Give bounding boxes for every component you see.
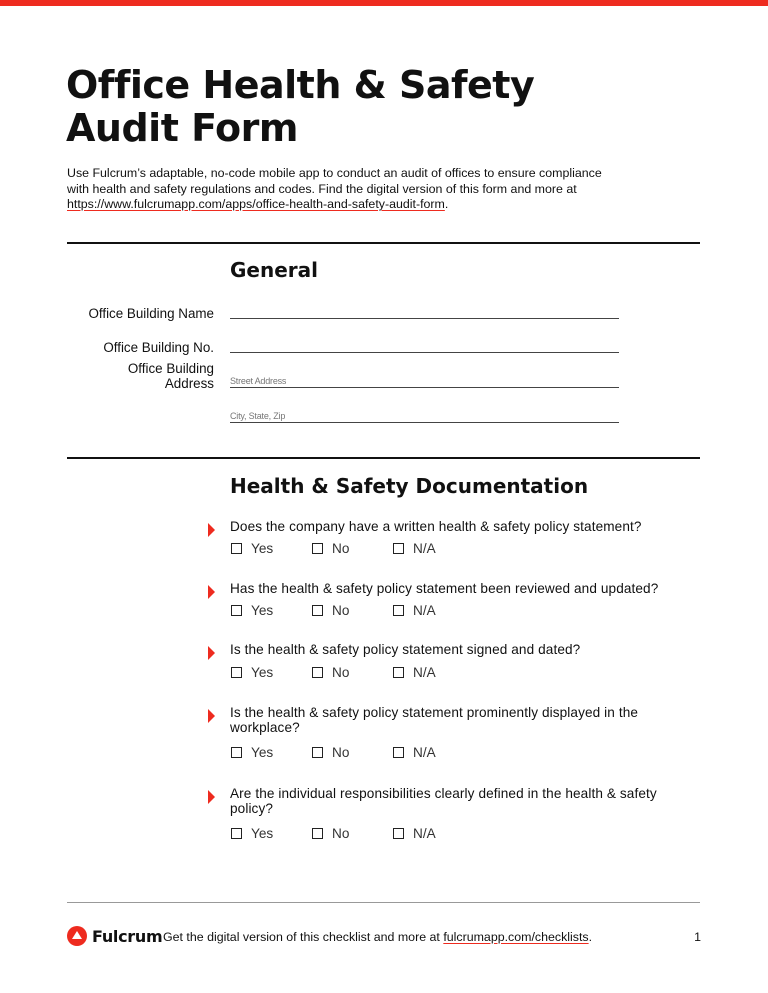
section-heading-documentation: Health & Safety Documentation [230,474,589,498]
option-no-checkbox[interactable] [312,541,349,556]
option-yes-checkbox[interactable] [231,745,273,760]
fulcrum-logo [67,926,162,946]
fulcrum-logo-icon [67,926,87,946]
option-na-checkbox[interactable] [393,603,436,618]
checkbox-icon [312,828,323,839]
address-label-line2: Address [164,376,214,391]
question-item [0,581,768,641]
question-text: Has the health & safety policy statement been reviewed and updated? [230,581,659,596]
top-accent-bar [0,0,768,6]
option-label: N/A [413,745,436,760]
option-label: N/A [413,603,436,618]
checkbox-icon [312,605,323,616]
option-na-checkbox[interactable] [393,745,436,760]
footer-text-body: Get the digital version of this checklist and more at [163,930,444,944]
option-label: N/A [413,665,436,680]
section-divider-general [67,242,700,244]
building-no-label: Office Building No. [103,340,214,355]
footer-divider [67,902,700,903]
checkbox-icon [393,667,404,678]
bullet-arrow-icon [208,523,215,537]
option-label: Yes [251,541,274,556]
footer-text [163,930,592,944]
intro-end: . [444,197,449,211]
question-text: Is the health & safety policy statement prominently displayed in the workplace? [230,705,639,735]
bullet-arrow-icon [208,646,215,660]
checkbox-icon [393,605,404,616]
bullet-arrow-icon [208,709,215,723]
page-title: Office Health & Safety Audit Form [66,63,535,150]
option-na-checkbox[interactable] [393,665,436,680]
question-item [0,519,768,579]
option-na-checkbox[interactable] [393,541,436,556]
question-text: Does the company have a written health & safety policy statement? [230,519,642,534]
city-state-zip-placeholder: City, State, Zip [230,411,286,421]
option-label: No [332,541,350,556]
section-heading-general: General [230,258,318,282]
intro-text: Use Fulcrum’s adaptable, no-code mobile app to conduct an audit of offices to ensure compliance with health and safety regulations and codes. Find the digital version of this form and more at [67,166,602,196]
building-name-label: Office Building Name [88,306,214,321]
option-label: No [332,826,350,841]
page-number: 1 [694,930,701,944]
option-label: Yes [251,665,274,680]
intro-paragraph [67,166,627,213]
fulcrum-logo-text: Fulcrum [92,926,163,946]
option-label: No [332,665,350,680]
bullet-arrow-icon [208,585,215,599]
building-name-field[interactable] [230,318,619,319]
question-item [0,786,768,856]
checkbox-icon [231,543,242,554]
option-no-checkbox[interactable] [312,745,349,760]
option-label: N/A [413,541,436,556]
question-item [0,642,768,702]
option-label: Yes [251,603,274,618]
checkbox-icon [231,828,242,839]
footer-text-end: . [588,930,593,944]
street-address-placeholder: Street Address [230,376,287,386]
address-label-line1: Office Building [127,361,214,376]
checkbox-icon [393,747,404,758]
section-divider-documentation [67,457,700,459]
option-label: N/A [413,826,436,841]
question-text: Is the health & safety policy statement signed and dated? [230,642,581,657]
address-label [128,361,214,391]
bullet-arrow-icon [208,790,215,804]
option-label: No [332,603,350,618]
option-label: No [332,745,350,760]
footer-link[interactable]: fulcrumapp.com/checklists [443,930,589,944]
checkbox-icon [312,667,323,678]
option-yes-checkbox[interactable] [231,665,273,680]
option-label: Yes [251,745,274,760]
option-no-checkbox[interactable] [312,603,349,618]
checkbox-icon [231,747,242,758]
option-no-checkbox[interactable] [312,665,349,680]
option-label: Yes [251,826,274,841]
city-state-zip-field[interactable] [230,422,619,423]
building-no-field[interactable] [230,352,619,353]
option-na-checkbox[interactable] [393,826,436,841]
checkbox-icon [312,747,323,758]
checkbox-icon [312,543,323,554]
intro-link[interactable]: https://www.fulcrumapp.com/apps/office-health-and-safety-audit-form [67,197,445,211]
option-yes-checkbox[interactable] [231,603,273,618]
question-item [0,705,768,775]
option-yes-checkbox[interactable] [231,541,273,556]
checkbox-icon [393,828,404,839]
checkbox-icon [231,667,242,678]
street-address-field[interactable] [230,387,619,388]
checkbox-icon [393,543,404,554]
question-text: Are the individual responsibilities clearly defined in the health & safety policy? [230,786,657,816]
option-yes-checkbox[interactable] [231,826,273,841]
checkbox-icon [231,605,242,616]
option-no-checkbox[interactable] [312,826,349,841]
